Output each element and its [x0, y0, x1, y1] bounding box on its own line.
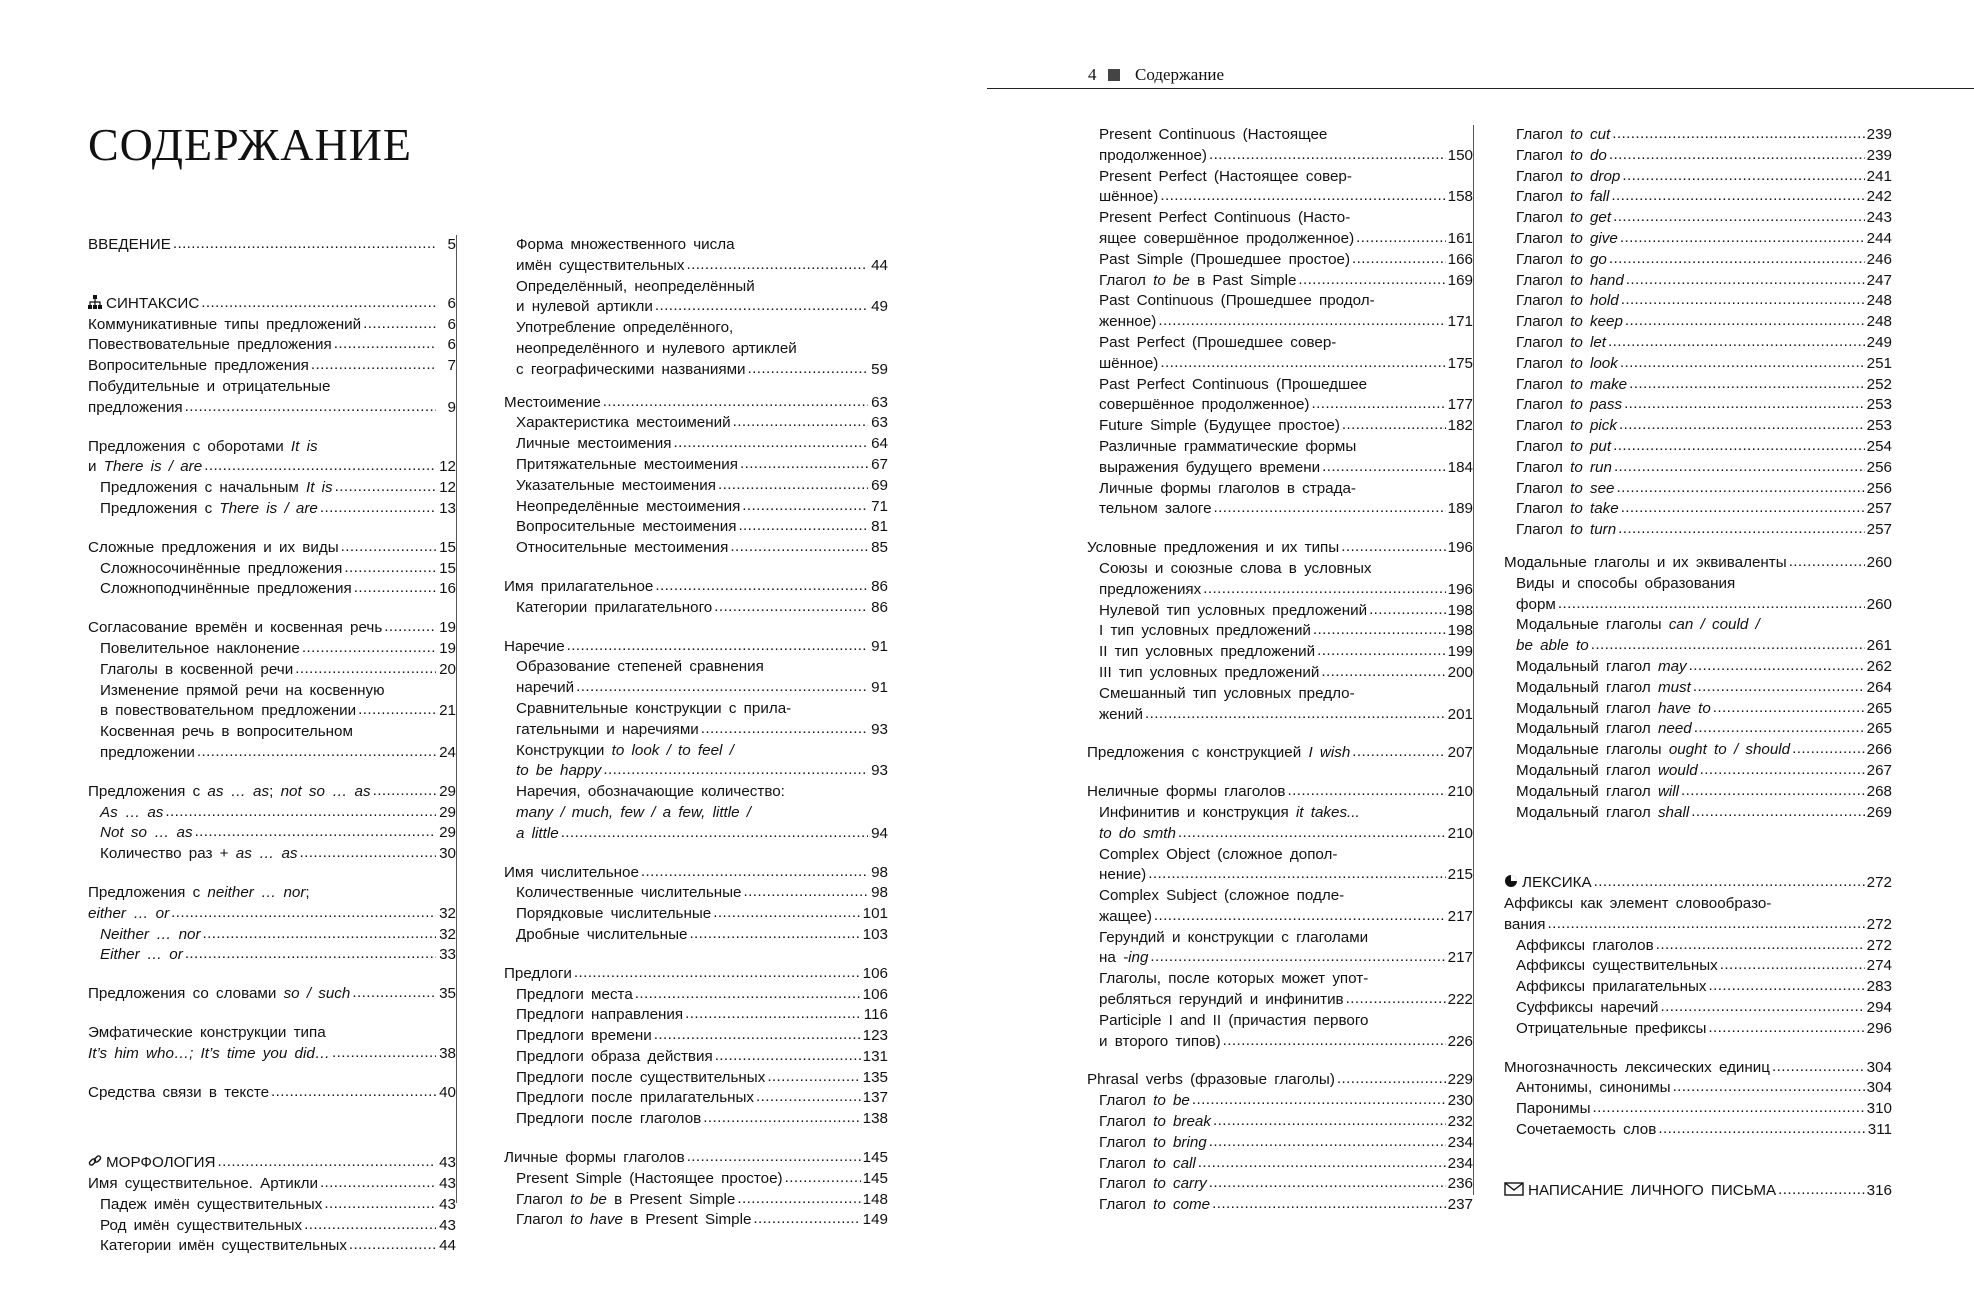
toc-entry[interactable]: Глагол to have в Present Simple ..... 149 [504, 1210, 888, 1231]
toc-entry[interactable]: Phrasal verbs (фразовые глаголы) ..... 229 [1087, 1070, 1473, 1091]
toc-entry[interactable]: Глагол to run ..... 256 [1504, 458, 1892, 479]
toc-entry[interactable]: Сложные предложения и их виды ..... 15 [88, 538, 456, 559]
toc-entry[interactable]: Предложения с as … as; not so … as ..... 29 [88, 782, 456, 803]
toc-entry-line: Конструкции to look / to feel / [516, 741, 734, 759]
toc-entry[interactable]: Порядковые числительные ..... 101 [504, 904, 888, 925]
pie-icon [1504, 873, 1522, 894]
toc-entry[interactable]: Глагол to break ..... 232 [1087, 1112, 1473, 1133]
toc-entry[interactable]: предложениях ..... 196 [1087, 580, 1473, 601]
toc-entry-line: Смешанный тип условных предло- [1099, 684, 1355, 702]
toc-entry[interactable]: either … or ..... 32 [88, 904, 456, 925]
toc-entry[interactable]: Глагол to look ..... 251 [1504, 354, 1892, 375]
toc-entry[interactable]: Глагол to give ..... 244 [1504, 229, 1892, 250]
toc-entry[interactable]: Предлоги ..... 106 [504, 964, 888, 985]
toc-entry[interactable]: ВВЕДЕНИЕ ..... 5 [88, 235, 456, 256]
toc-entry[interactable]: Предлоги после прилагательных ..... 137 [504, 1088, 888, 1109]
toc-entry[interactable]: III тип условных предложений ..... 200 [1087, 663, 1473, 684]
toc-entry[interactable]: Глагол to see ..... 256 [1504, 479, 1892, 500]
toc-entry[interactable]: to do smth ..... 210 [1087, 824, 1473, 845]
toc-entry-line: Complex Subject (сложное подле- [1099, 887, 1345, 905]
toc-entry-line: Герундий и конструкции с глаголами [1099, 928, 1369, 946]
toc-entry[interactable]: с географическими названиями ..... 59 [504, 360, 888, 381]
toc-entry[interactable]: Вопросительные предложения ..... 7 [88, 356, 456, 377]
toc-entry-line: Косвенная речь в вопросительном [100, 723, 353, 741]
toc-entry[interactable]: Аффиксы прилагательных ..... 283 [1504, 977, 1892, 998]
toc-column-2 [504, 235, 888, 1229]
toc-entry[interactable]: Род имён существительных ..... 43 [88, 1216, 456, 1237]
toc-entry[interactable]: Глагол to do ..... 239 [1504, 146, 1892, 167]
toc-entry[interactable]: шённое) ..... 175 [1087, 354, 1473, 375]
toc-entry[interactable]: жений ..... 201 [1087, 705, 1473, 726]
toc-entry-line: Личные формы глаголов в страда- [1099, 479, 1356, 497]
toc-section-letter[interactable]: НАПИСАНИЕ ЛИЧНОГО ПИСЬМА ..... 316 [1504, 1181, 1892, 1202]
toc-entry[interactable]: Дробные числительные ..... 103 [504, 925, 888, 946]
toc-entry-line: Аффиксы как элемент словообразо- [1504, 895, 1772, 913]
toc-entry[interactable]: Отрицательные префиксы ..... 296 [1504, 1019, 1892, 1040]
toc-entry[interactable]: As … as ..... 29 [88, 803, 456, 824]
toc-entry[interactable]: нение) ..... 215 [1087, 865, 1473, 886]
toc-entry[interactable]: Предложения с начальным It is ..... 12 [88, 478, 456, 499]
toc-entry[interactable]: Условные предложения и их типы ..... 196 [1087, 538, 1473, 559]
toc-entry-line: Предложения с оборотами It is [88, 437, 318, 455]
phrasal-verb-list [1504, 125, 1892, 541]
toc-entry[interactable]: Future Simple (Будущее простое) ..... 182 [1087, 416, 1473, 437]
toc-entry[interactable]: Наречие ..... 91 [504, 637, 888, 658]
toc-section-syntax[interactable]: СИНТАКСИС ..... 6 [88, 294, 456, 315]
toc-entry[interactable]: Сложносочинённые предложения ..... 15 [88, 559, 456, 580]
toc-entry-line: Форма множественного числа [516, 236, 735, 253]
toc-entry[interactable]: Not so … as ..... 29 [88, 823, 456, 844]
toc-entry-line: Модальные глаголы can / could / [1516, 616, 1760, 634]
toc-entry-line: Complex Object (сложное допол- [1099, 845, 1338, 863]
toc-entry-line: Наречия, обозначающие количество: [516, 783, 785, 801]
modal-verb-list [1504, 657, 1892, 740]
toc-entry[interactable]: It’s him who…; It’s time you did… ..... 38 [88, 1044, 456, 1065]
toc-entry[interactable]: Глагол to pick ..... 253 [1504, 416, 1892, 437]
toc-entry[interactable]: и There is / are ..... 12 [88, 457, 456, 478]
toc-entry[interactable]: гательными и наречиями ..... 93 [504, 720, 888, 741]
toc-entry[interactable]: Глагол to hand ..... 247 [1504, 271, 1892, 292]
toc-entry[interactable]: на -ing ..... 217 [1087, 948, 1473, 969]
modal-verb-list [1504, 761, 1892, 823]
toc-entry-line: Эмфатические конструкции типа [88, 1023, 326, 1041]
toc-entry[interactable]: Глагол to take ..... 257 [1504, 499, 1892, 520]
toc-entry[interactable]: Глагол to be в Present Simple ..... 148 [504, 1190, 888, 1211]
toc-entry[interactable]: Глагол to be ..... 230 [1087, 1091, 1473, 1112]
toc-entry[interactable]: Глагол to pass ..... 253 [1504, 395, 1892, 416]
toc-entry[interactable]: Глагол to hold ..... 248 [1504, 291, 1892, 312]
toc-entry[interactable]: Модальный глагол may ..... 262 [1504, 657, 1892, 678]
toc-entry[interactable]: Предложения с конструкцией I wish ..... 207 [1087, 743, 1473, 764]
toc-entry[interactable]: Предлоги времени ..... 123 [504, 1026, 888, 1047]
toc-entry-line: Глаголы, после которых может упот- [1099, 970, 1369, 988]
toc-column-3 [1087, 125, 1474, 1214]
toc-entry[interactable]: Глагол to come ..... 237 [1087, 1195, 1473, 1216]
toc-entry[interactable]: Глагол to keep ..... 248 [1504, 312, 1892, 333]
toc-entry[interactable]: Предлоги после существительных ..... 135 [504, 1068, 888, 1089]
toc-entry[interactable]: Present Simple (Настоящее простое) ..... 145 [504, 1169, 888, 1190]
toc-entry[interactable]: Количество раз + as … as ..... 30 [88, 844, 456, 865]
toc-entry[interactable]: Предлоги образа действия ..... 131 [504, 1047, 888, 1068]
envelope-icon [1504, 1181, 1528, 1202]
toc-entry-line: Предложения с neither … nor; [88, 883, 310, 901]
toc-entry-line: Present Perfect Continuous (Насто- [1099, 209, 1351, 227]
toc-entry[interactable]: Паронимы ..... 310 [1504, 1099, 1892, 1120]
toc-entry-line: Побудительные и отрицательные [88, 377, 331, 395]
toc-entry[interactable]: Глагол to be в Past Simple ..... 169 [1087, 271, 1473, 292]
toc-entry[interactable]: Имя числительное ..... 98 [504, 863, 888, 884]
toc-entry[interactable]: Имя прилагательное ..... 86 [504, 577, 888, 598]
toc-entry[interactable]: Нулевой тип условных предложений ..... 198 [1087, 601, 1473, 622]
toc-entry-line: Past Perfect (Прошедшее совер- [1099, 333, 1337, 351]
running-head [987, 64, 1974, 89]
toc-entry[interactable]: Either … or ..... 33 [88, 945, 456, 966]
toc-entry[interactable]: Повелительное наклонение ..... 19 [88, 639, 456, 660]
toc-section-morphology[interactable]: МОРФОЛОГИЯ ..... 43 [88, 1153, 456, 1174]
toc-entry[interactable]: предложении ..... 24 [88, 743, 456, 764]
toc-entry-line: Сравнительные конструкции с прила- [516, 699, 792, 717]
running-head-title: Содержание [1135, 65, 1225, 84]
toc-column-1 [88, 235, 457, 1255]
toc-entry[interactable]: Предложения со словами so / such ..... 35 [88, 984, 456, 1005]
toc-entry[interactable]: Глагол to make ..... 252 [1504, 375, 1892, 396]
toc-entry[interactable]: ящее совершённое продолженное) ..... 161 [1087, 229, 1473, 250]
toc-entry-line: Союзы и союзные слова в условных [1099, 559, 1372, 577]
toc-entry[interactable]: Глагол to go ..... 246 [1504, 250, 1892, 271]
toc-entry[interactable]: Neither … nor ..... 32 [88, 925, 456, 946]
toc-entry-line: Present Continuous (Настоящее [1099, 126, 1328, 143]
toc-entry[interactable]: Глагол to turn ..... 257 [1504, 520, 1892, 541]
toc-entry[interactable]: Модальный глагол would ..... 267 [1504, 761, 1892, 782]
toc-entry[interactable]: Глагол to bring ..... 234 [1087, 1133, 1473, 1154]
toc-entry[interactable]: и нулевой артикли ..... 49 [504, 297, 888, 318]
page-number: 4 [1088, 65, 1097, 84]
toc-entry[interactable]: Согласование времён и косвенная речь ..... 19 [88, 618, 456, 639]
toc-entry[interactable]: I тип условных предложений ..... 198 [1087, 621, 1473, 642]
toc-entry[interactable]: Имя существительное. Артикли ..... 43 [88, 1174, 456, 1195]
toc-entry-line: неопределённого и нулевого артиклей [516, 339, 797, 357]
phrasal-verb-list [1087, 1091, 1473, 1216]
toc-entry[interactable]: ребляться герундий и инфинитив ..... 222 [1087, 990, 1473, 1011]
toc-entry[interactable]: Модальный глагол have to ..... 265 [1504, 699, 1892, 720]
toc-entry[interactable]: Неопределённые местоимения ..... 71 [504, 497, 888, 518]
toc-entry[interactable]: предложения ..... 9 [88, 398, 456, 419]
toc-entry[interactable]: be able to ..... 261 [1504, 636, 1892, 657]
toc-entry[interactable]: Модальные глаголы и их эквиваленты ..... 260 [1504, 553, 1892, 574]
toc-entry[interactable]: форм ..... 260 [1504, 595, 1892, 616]
toc-entry[interactable]: Сочетаемость слов ..... 311 [1504, 1120, 1892, 1141]
toc-entry-line: Образование степеней сравнения [516, 658, 764, 676]
toc-entry-line: Употребление определённого, [516, 319, 734, 337]
toc-entry-line: Различные грамматические формы [1099, 437, 1357, 455]
toc-entry[interactable]: a little ..... 94 [504, 824, 888, 845]
toc-entry[interactable]: Местоимение ..... 63 [504, 393, 888, 414]
toc-entry-line: many / much, few / a few, little / [516, 803, 752, 821]
toc-entry[interactable]: Относительные местоимения ..... 85 [504, 538, 888, 559]
toc-entry-line: Participle I and II (причастия первого [1099, 1011, 1369, 1029]
toc-entry[interactable]: шённое) ..... 158 [1087, 187, 1473, 208]
toc-entry[interactable]: в повествовательном предложении ..... 21 [88, 701, 456, 722]
toc-entry[interactable]: Указательные местоимения ..... 69 [504, 476, 888, 497]
toc-entry[interactable]: вания ..... 272 [1504, 915, 1892, 936]
right-page [987, 0, 1974, 1300]
toc-section-lexicon[interactable]: ЛЕКСИКА ..... 272 [1504, 873, 1892, 894]
toc-entry-line: Past Continuous (Прошедшее продол- [1099, 292, 1375, 310]
toc-entry-line: Past Perfect Continuous (Прошедшее [1099, 375, 1368, 393]
toc-entry[interactable]: Past Simple (Прошедшее простое) ..... 166 [1087, 250, 1473, 271]
toc-entry[interactable]: Глагол to cut ..... 239 [1504, 125, 1892, 146]
toc-entry[interactable]: Предложения с There is / are ..... 13 [88, 499, 456, 520]
toc-entry[interactable]: Модальный глагол will ..... 268 [1504, 782, 1892, 803]
page-title: СОДЕРЖАНИЕ [88, 119, 413, 170]
toc-entry[interactable]: Характеристика местоимений ..... 63 [504, 413, 888, 434]
toc-entry[interactable]: Вопросительные местоимения ..... 81 [504, 517, 888, 538]
toc-entry[interactable]: продолженное) ..... 150 [1087, 146, 1473, 167]
toc-entry-line: Инфинитив и конструкция it takes... [1099, 803, 1360, 821]
toc-entry[interactable]: II тип условных предложений ..... 199 [1087, 642, 1473, 663]
square-icon [1108, 69, 1120, 81]
toc-entry[interactable]: Неличные формы глаголов ..... 210 [1087, 782, 1473, 803]
toc-entry-line: Определённый, неопределённый [516, 277, 755, 295]
toc-entry[interactable]: Глагол to fall ..... 242 [1504, 187, 1892, 208]
toc-entry[interactable]: Категории имён существительных ..... 44 [88, 1236, 456, 1257]
toc-entry-line: Present Perfect (Настоящее совер- [1099, 167, 1352, 185]
toc-entry-line: Виды и способы образования [1516, 574, 1736, 592]
toc-entry[interactable]: Предлоги направления ..... 116 [504, 1005, 888, 1026]
toc-entry[interactable]: Сложноподчинённые предложения ..... 16 [88, 579, 456, 600]
toc-entry[interactable]: Модальный глагол need ..... 265 [1504, 719, 1892, 740]
link-icon [88, 1153, 106, 1174]
toc-entry[interactable]: Аффиксы существительных ..... 274 [1504, 956, 1892, 977]
toc-entry[interactable]: Глагол to get ..... 243 [1504, 208, 1892, 229]
toc-entry[interactable]: Модальный глагол shall ..... 269 [1504, 803, 1892, 824]
tree-icon [88, 294, 106, 315]
toc-entry[interactable]: Количественные числительные ..... 98 [504, 883, 888, 904]
toc-entry[interactable]: Антонимы, синонимы ..... 304 [1504, 1078, 1892, 1099]
toc-entry[interactable]: Аффиксы глаголов ..... 272 [1504, 936, 1892, 957]
toc-entry[interactable]: Глаголы в косвенной речи ..... 20 [88, 660, 456, 681]
toc-entry[interactable]: Глагол to carry ..... 236 [1087, 1174, 1473, 1195]
toc-entry[interactable]: выражения будущего времени ..... 184 [1087, 458, 1473, 479]
toc-entry[interactable]: Личные местоимения ..... 64 [504, 434, 888, 455]
toc-entry[interactable]: to be happy ..... 93 [504, 761, 888, 782]
toc-entry[interactable]: Повествовательные предложения ..... 6 [88, 335, 456, 356]
toc-entry[interactable]: Падеж имён существительных ..... 43 [88, 1195, 456, 1216]
toc-column-4 [1504, 125, 1892, 1199]
toc-entry[interactable]: Глагол to put ..... 254 [1504, 437, 1892, 458]
toc-entry[interactable]: Глагол to drop ..... 241 [1504, 167, 1892, 188]
toc-entry[interactable]: Предлоги после глаголов ..... 138 [504, 1109, 888, 1130]
toc-entry[interactable]: Глагол to call ..... 234 [1087, 1154, 1473, 1175]
toc-entry[interactable]: Глагол to let ..... 249 [1504, 333, 1892, 354]
toc-entry[interactable]: имён существительных ..... 44 [504, 256, 888, 277]
toc-entry[interactable]: Многозначность лексических единиц ..... 304 [1504, 1058, 1892, 1079]
toc-entry[interactable]: Коммуникативные типы предложений ..... 6 [88, 315, 456, 336]
toc-entry[interactable]: Модальные глаголы ought to / should ..... 266 [1504, 740, 1892, 761]
toc-entry[interactable]: Категории прилагательного ..... 86 [504, 598, 888, 619]
toc-entry[interactable]: тельном залоге ..... 189 [1087, 499, 1473, 520]
toc-entry[interactable]: Средства связи в тексте ..... 40 [88, 1083, 456, 1104]
toc-entry[interactable]: Суффиксы наречий ..... 294 [1504, 998, 1892, 1019]
toc-entry[interactable]: женное) ..... 171 [1087, 312, 1473, 333]
toc-entry[interactable]: наречий ..... 91 [504, 678, 888, 699]
toc-entry[interactable]: совершённое продолженное) ..... 177 [1087, 395, 1473, 416]
toc-entry-line: Изменение прямой речи на косвенную [100, 681, 385, 699]
toc-entry[interactable]: Притяжательные местоимения ..... 67 [504, 455, 888, 476]
toc-entry[interactable]: Предлоги места ..... 106 [504, 985, 888, 1006]
toc-entry[interactable]: Модальный глагол must ..... 264 [1504, 678, 1892, 699]
toc-entry[interactable]: жащее) ..... 217 [1087, 907, 1473, 928]
toc-entry[interactable]: и второго типов) ..... 226 [1087, 1032, 1473, 1053]
toc-entry[interactable]: Личные формы глаголов ..... 145 [504, 1148, 888, 1169]
